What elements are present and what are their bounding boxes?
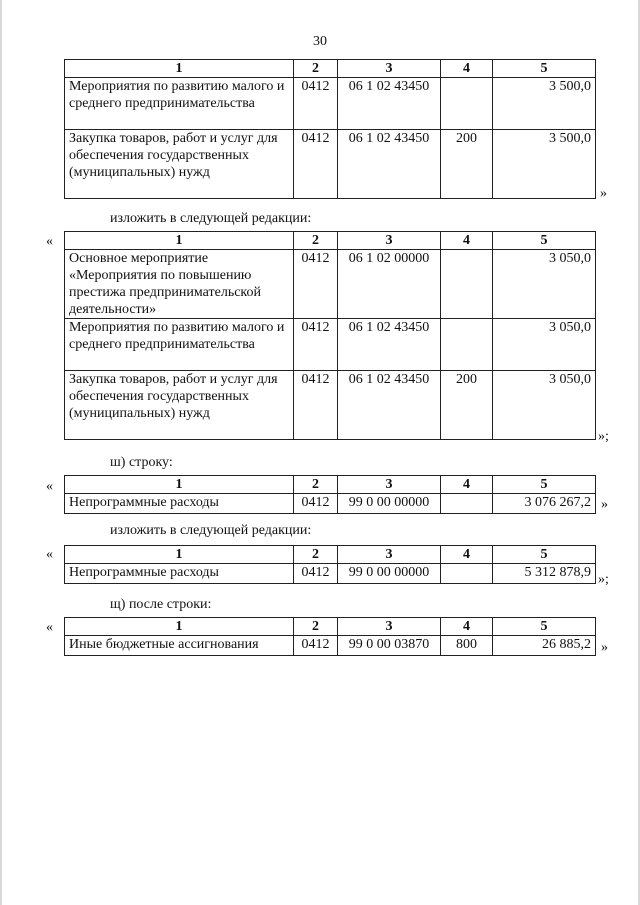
table-row <box>65 494 596 514</box>
closing-quote: » <box>600 186 607 201</box>
table-row <box>65 371 596 440</box>
target-code-cell: 99 0 00 00000 <box>338 494 441 514</box>
amount-cell: 3 050,0 <box>493 250 596 319</box>
opening-quote: « <box>46 234 53 249</box>
section-code-cell: 0412 <box>294 564 338 584</box>
expense-type-cell <box>441 494 493 514</box>
table-header-row <box>65 60 596 78</box>
expense-type-cell: 200 <box>441 371 493 440</box>
table-row <box>65 78 596 130</box>
amount-cell: 3 500,0 <box>493 78 596 130</box>
header-cell: 4 <box>441 232 493 250</box>
target-code-cell: 06 1 02 43450 <box>338 371 441 440</box>
closing-quote: » <box>601 497 608 512</box>
header-cell: 1 <box>65 476 294 494</box>
amount-cell: 5 312 878,9 <box>493 564 596 584</box>
header-cell: 2 <box>294 546 338 564</box>
header-cell: 4 <box>441 546 493 564</box>
expense-type-cell: 200 <box>441 130 493 199</box>
row-name-cell: Закупка товаров, работ и услуг для обеспечения государственных (муниципальных) нужд <box>65 130 294 199</box>
table-row <box>65 130 596 199</box>
row-name-cell: Иные бюджетные ассигнования <box>65 636 294 656</box>
table-header-row <box>65 618 596 636</box>
section-code-cell: 0412 <box>294 319 338 371</box>
header-cell: 1 <box>65 232 294 250</box>
closing-quote-semicolon: »; <box>598 429 609 444</box>
header-cell: 1 <box>65 618 294 636</box>
instruction-text: изложить в следующей редакции: <box>110 523 312 538</box>
instruction-text: ш) строку: <box>110 455 173 470</box>
table-header-row <box>65 546 596 564</box>
budget-table-replacement-row <box>64 545 596 584</box>
budget-table-original-rows <box>64 59 596 199</box>
expense-type-cell: 800 <box>441 636 493 656</box>
target-code-cell: 99 0 00 00000 <box>338 564 441 584</box>
header-cell: 3 <box>338 618 441 636</box>
expense-type-cell <box>441 78 493 130</box>
header-cell: 4 <box>441 60 493 78</box>
amount-cell: 3 076 267,2 <box>493 494 596 514</box>
opening-quote: « <box>46 479 53 494</box>
header-cell: 5 <box>493 232 596 250</box>
header-cell: 3 <box>338 476 441 494</box>
row-name-cell: Закупка товаров, работ и услуг для обеспечения государственных (муниципальных) нужд <box>65 371 294 440</box>
closing-quote-semicolon: »; <box>598 572 609 587</box>
opening-quote: « <box>46 547 53 562</box>
section-code-cell: 0412 <box>294 130 338 199</box>
header-cell: 1 <box>65 60 294 78</box>
expense-type-cell <box>441 564 493 584</box>
row-name-cell: Непрограммные расходы <box>65 494 294 514</box>
table-row <box>65 250 596 319</box>
closing-quote: » <box>601 640 608 655</box>
target-code-cell: 99 0 00 03870 <box>338 636 441 656</box>
header-cell: 1 <box>65 546 294 564</box>
table-row <box>65 636 596 656</box>
target-code-cell: 06 1 02 43450 <box>338 130 441 199</box>
section-code-cell: 0412 <box>294 250 338 319</box>
header-cell: 4 <box>441 618 493 636</box>
table-row <box>65 319 596 371</box>
page-edge-left <box>0 0 2 905</box>
row-name-cell: Основное мероприятие «Мероприятия по повышению престижа предпринимательской деятельности» <box>65 250 294 319</box>
section-code-cell: 0412 <box>294 371 338 440</box>
budget-table-row-to-replace <box>64 475 596 514</box>
header-cell: 5 <box>493 618 596 636</box>
header-cell: 5 <box>493 476 596 494</box>
amount-cell: 3 050,0 <box>493 371 596 440</box>
table-header-row <box>65 232 596 250</box>
header-cell: 2 <box>294 232 338 250</box>
header-cell: 2 <box>294 618 338 636</box>
budget-table-new-rows <box>64 231 596 440</box>
header-cell: 5 <box>493 60 596 78</box>
target-code-cell: 06 1 02 43450 <box>338 319 441 371</box>
amount-cell: 3 050,0 <box>493 319 596 371</box>
page-number: 30 <box>313 34 327 49</box>
instruction-text: изложить в следующей редакции: <box>110 211 312 226</box>
row-name-cell: Мероприятия по развитию малого и среднего предпринимательства <box>65 78 294 130</box>
budget-table-after-row <box>64 617 596 656</box>
instruction-text: щ) после строки: <box>110 597 212 612</box>
table-header-row <box>65 476 596 494</box>
amount-cell: 3 500,0 <box>493 130 596 199</box>
row-name-cell: Мероприятия по развитию малого и среднего предпринимательства <box>65 319 294 371</box>
section-code-cell: 0412 <box>294 494 338 514</box>
header-cell: 4 <box>441 476 493 494</box>
target-code-cell: 06 1 02 43450 <box>338 78 441 130</box>
table-row <box>65 564 596 584</box>
header-cell: 3 <box>338 60 441 78</box>
target-code-cell: 06 1 02 00000 <box>338 250 441 319</box>
row-name-cell: Непрограммные расходы <box>65 564 294 584</box>
amount-cell: 26 885,2 <box>493 636 596 656</box>
header-cell: 5 <box>493 546 596 564</box>
opening-quote: « <box>46 620 53 635</box>
header-cell: 3 <box>338 232 441 250</box>
section-code-cell: 0412 <box>294 78 338 130</box>
header-cell: 3 <box>338 546 441 564</box>
header-cell: 2 <box>294 476 338 494</box>
expense-type-cell <box>441 319 493 371</box>
expense-type-cell <box>441 250 493 319</box>
header-cell: 2 <box>294 60 338 78</box>
section-code-cell: 0412 <box>294 636 338 656</box>
